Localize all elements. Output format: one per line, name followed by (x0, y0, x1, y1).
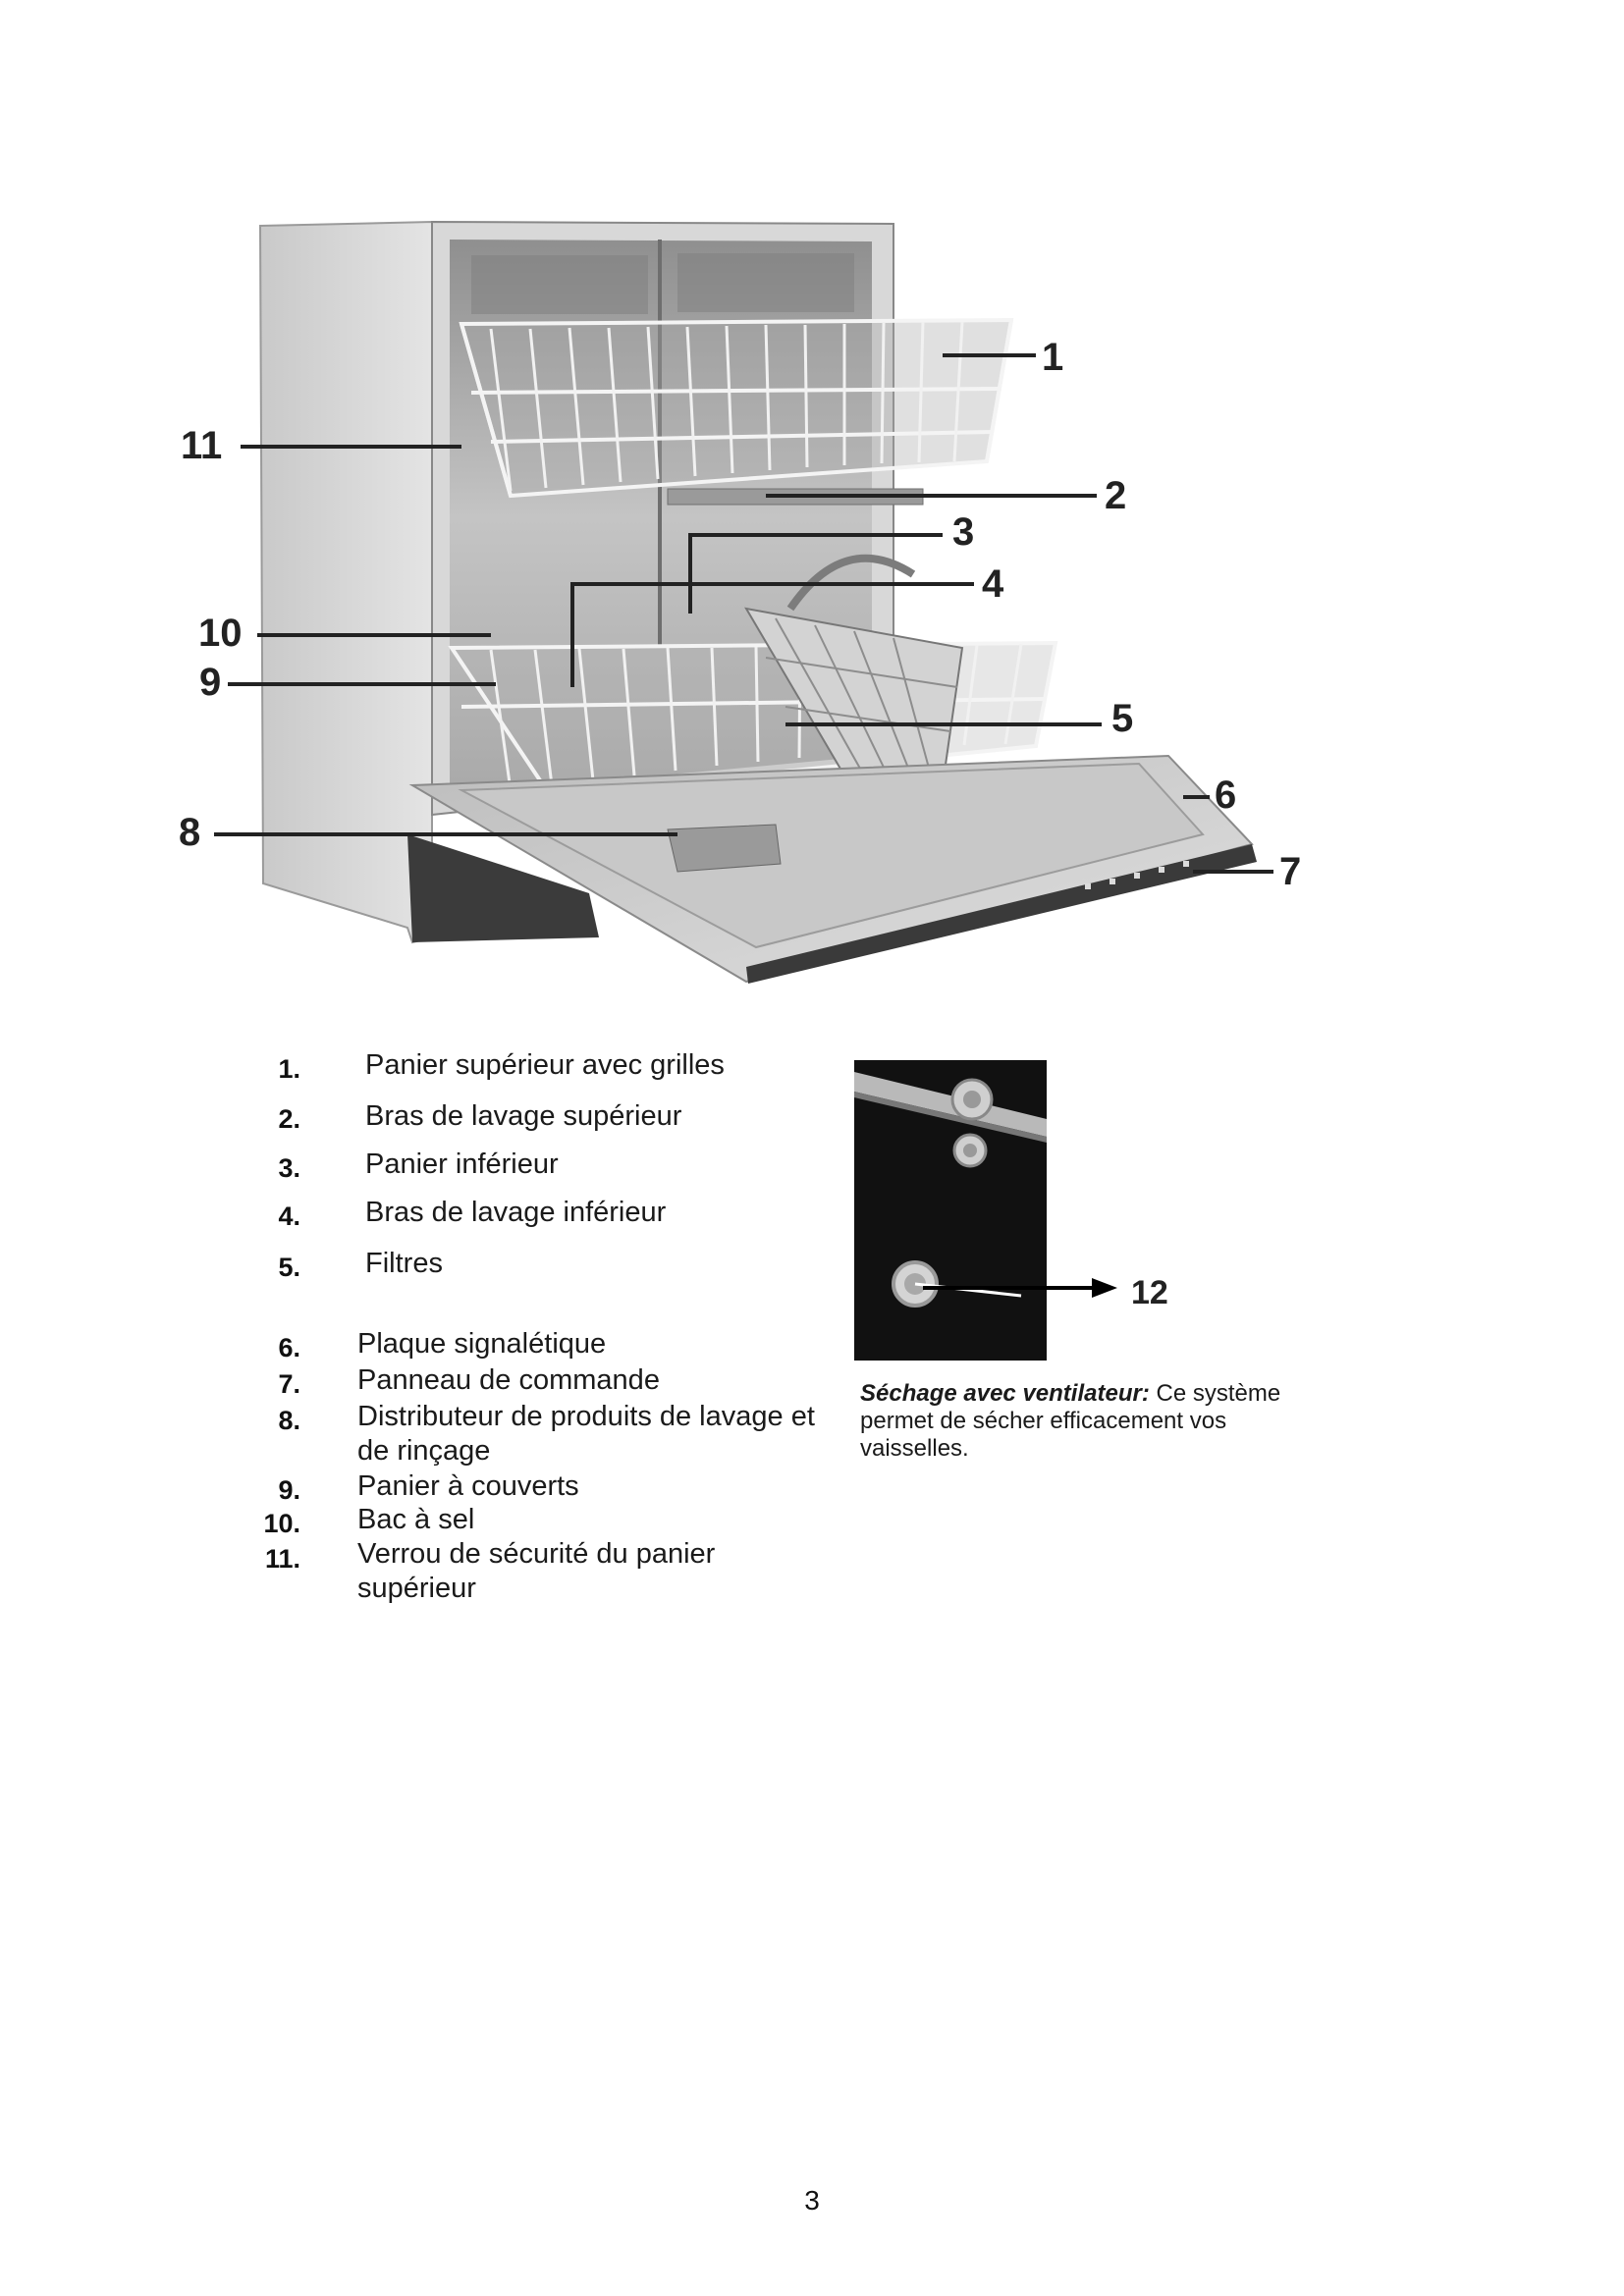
item-number: 3. (278, 1153, 300, 1183)
page-number: 3 (804, 2185, 820, 2216)
dishwasher-diagram (0, 0, 1624, 1001)
item-number: 2. (278, 1104, 300, 1134)
item-label: Filtres (365, 1248, 443, 1279)
item-label: Bras de lavage supérieur (365, 1100, 682, 1132)
item-number: 6. (278, 1333, 300, 1362)
callout-4: 4 (982, 562, 1004, 606)
callout-3: 3 (952, 510, 975, 554)
item-label: Panneau de commande (357, 1364, 660, 1396)
fan-drying-caption (860, 1380, 1312, 1463)
callout-6: 6 (1215, 774, 1237, 817)
item-label: Panier supérieur avec grilles (365, 1049, 725, 1081)
item-label: Bras de lavage inférieur (365, 1197, 667, 1228)
item-number: 7. (278, 1369, 300, 1399)
callout-8: 8 (179, 811, 201, 854)
item-number: 9. (278, 1475, 300, 1505)
item-number: 11. (264, 1544, 300, 1574)
fan-drying-photo (854, 1060, 1047, 1361)
item-number: 4. (278, 1201, 300, 1231)
callout-5: 5 (1111, 697, 1134, 740)
item-label: Plaque signalétique (357, 1328, 607, 1360)
item-label: Bac à sel (357, 1504, 475, 1535)
item-label: Panier inférieur (365, 1148, 559, 1180)
detergent-dispenser (668, 825, 781, 872)
callout-7: 7 (1279, 850, 1302, 893)
callout-11: 11 (181, 424, 223, 467)
item-number: 1. (278, 1054, 300, 1084)
item-number: 5. (278, 1253, 300, 1282)
item-number: 8. (278, 1406, 300, 1435)
callout-12: 12 (1131, 1274, 1168, 1311)
fan-caption-text: Ce système permet de sécher efficacement vos vaisselles. (860, 1380, 1281, 1462)
callout-2: 2 (1105, 474, 1127, 517)
callout-10: 10 (198, 612, 243, 655)
item-number: 10. (263, 1509, 300, 1538)
callout-1: 1 (1042, 336, 1064, 379)
item-label: Distributeur de produits de lavage et de rinçage (357, 1401, 815, 1467)
item-label: Panier à couverts (357, 1470, 579, 1502)
fan-arrow (923, 1276, 1119, 1300)
fan-caption-title: Séchage avec ventilateur: (860, 1380, 1150, 1407)
item-label: Verrou de sécurité du panier supérieur (357, 1538, 716, 1604)
callout-9: 9 (199, 661, 222, 704)
